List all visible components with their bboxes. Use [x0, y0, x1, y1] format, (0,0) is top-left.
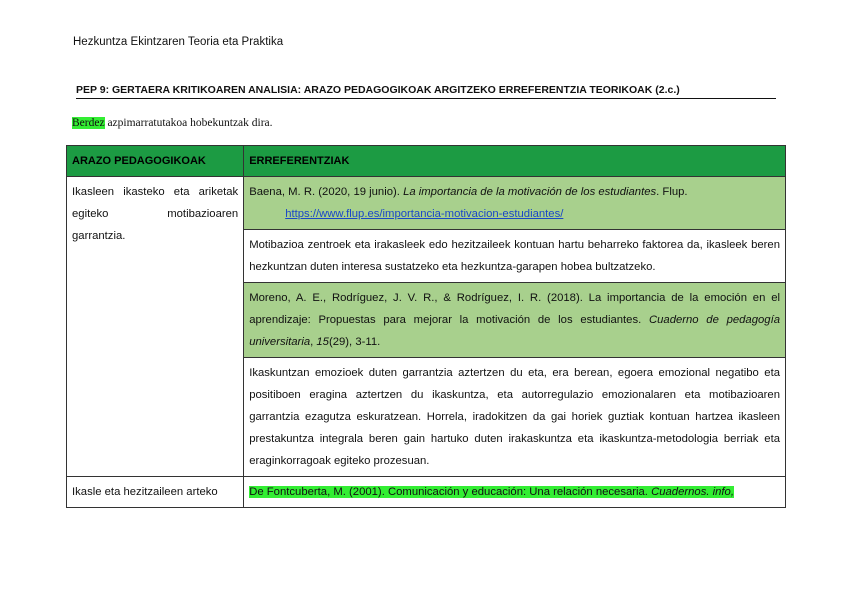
reference-main: Moreno, A. E., Rodríguez, J. V. R., & Rodríguez, I. R. (2018). La importancia de la emoción en el aprendizaje: Propuestas para mejorar la motivación de los estudiantes.: [249, 292, 780, 326]
reference-pages: (29), 3-11.: [328, 336, 381, 348]
reference-cell: [244, 477, 786, 508]
issue-cell: Ikasle eta hezitzaileen arteko: [67, 477, 244, 508]
references-table: [66, 145, 786, 508]
reference-highlighted: [249, 486, 734, 498]
document-title: PEP 9: GERTAERA KRITIKOAREN ANALISIA: ARAZO PEDAGOGIKOAK ARGITZEKO ERREFERENTZIA TEORIKOAK (2.c.): [76, 84, 776, 99]
summary-cell: Ikaskuntzan emozioek duten garrantzia aztertzen du eta, era berean, egoera emozional negatibo eta positiboen eragina aztertzen du ikaskuntza, eta autorregulazio emozionalaren eta motibazioaren garrantzia ezagutza eskuratzean. Horrela, iradokitzen da gai horiek guztiak kontuan hartzea ikasleen prestakuntza integrala beren gain hartuko duten irakaskuntza eta ikaskuntza-metodologia berriak eta eraginkorragoak egiteko prozesuan.: [244, 358, 786, 477]
reference-rest: . Flup.: [656, 186, 688, 198]
reference-journal: Cuadernos. info,: [651, 486, 734, 498]
table-header-row: [67, 146, 786, 177]
issue-cell: Ikasleen ikasteko eta ariketak egiteko motibazioaren garrantzia.: [67, 177, 244, 477]
reference-link[interactable]: https://www.flup.es/importancia-motivacion-estudiantes/: [285, 208, 564, 220]
reference-main: De Fontcuberta, M. (2001). Comunicación y educación: Una relación necesaria.: [249, 486, 652, 498]
legend-note: [72, 117, 273, 129]
running-header: Hezkuntza Ekintzaren Teoria eta Praktika: [73, 36, 284, 48]
header-references: ERREFERENTZIAK: [244, 146, 786, 177]
summary-cell: Motibazioa zentroek eta irakasleek edo hezitzaileek kontuan hartu beharreko faktorea da, ikasleek beren hezkuntzan duten interesa sustatzeko eta hezkuntza-garapen hobea bultzatzeko.: [244, 230, 786, 283]
reference-title: La importancia de la motivación de los estudiantes: [403, 186, 657, 198]
table-row: [67, 177, 786, 230]
reference-cell: [244, 177, 786, 230]
reference-sep: ,: [310, 336, 317, 348]
header-issues: ARAZO PEDAGOGIKOAK: [67, 146, 244, 177]
legend-highlight: Berdez: [72, 117, 105, 129]
reference-volume: 15: [316, 336, 329, 348]
reference-authors: Baena, M. R. (2020, 19 junio).: [249, 186, 404, 198]
legend-text: azpimarratutakoa hobekuntzak dira.: [104, 117, 273, 129]
reference-cell: [244, 283, 786, 358]
table-row: [67, 477, 786, 508]
reference-journal: Cuaderno de pedagogía universitaria: [249, 314, 780, 348]
